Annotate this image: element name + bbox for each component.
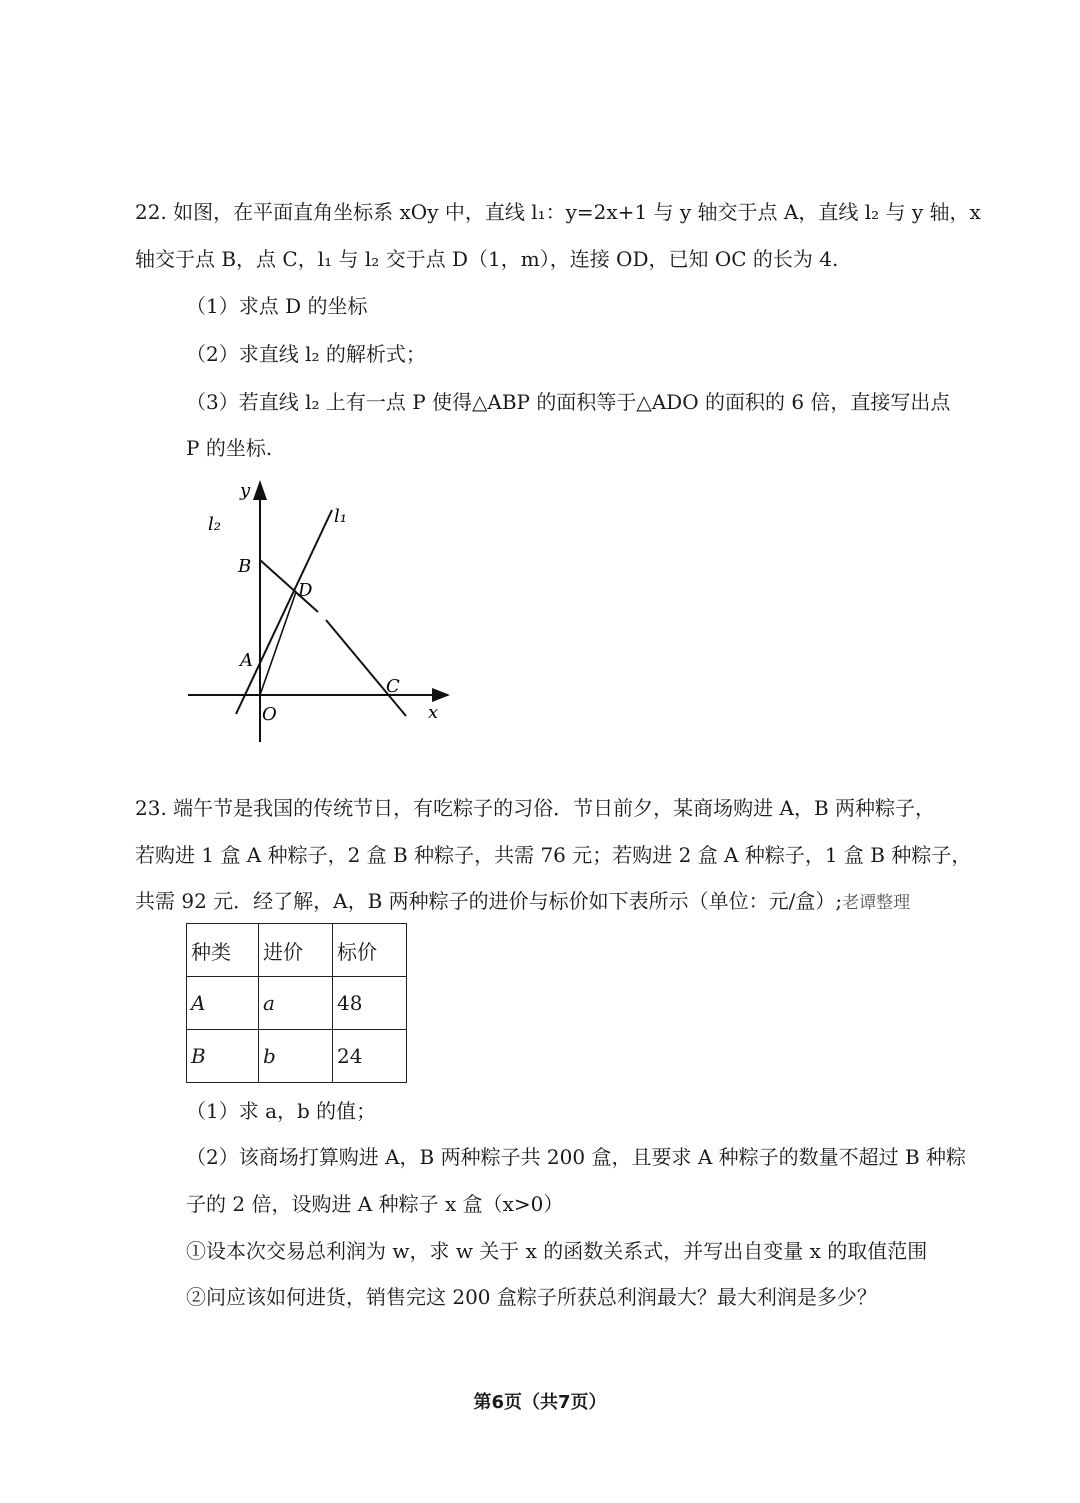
table-cell: A (187, 977, 259, 1030)
watermark: 老谭整理 (842, 893, 911, 913)
table-cell: 48 (333, 977, 407, 1030)
q23-stem-line-2: 若购进 1 盒 A 种粽子，2 盒 B 种粽子，共需 76 元；若购进 2 盒 A 种粽子，1 盒 B 种粽子， (135, 843, 972, 867)
table-cell: B (187, 1030, 259, 1083)
label-x: x (428, 702, 439, 723)
label-y: y (240, 480, 251, 501)
table-row (187, 1030, 407, 1083)
table-header-row (187, 924, 407, 977)
label-o: O (262, 704, 277, 725)
price-table (186, 923, 407, 1083)
table-row (187, 977, 407, 1030)
page-footer: 第6页（共7页） (473, 1392, 607, 1413)
table-cell: b (259, 1030, 333, 1083)
q22-part-1: （1）求点 D 的坐标 (186, 294, 368, 318)
segment-od (260, 592, 296, 695)
table-header-cell: 进价 (259, 924, 333, 977)
label-c: C (386, 676, 400, 697)
label-b: B (238, 556, 252, 577)
q23-stem-line-3 (135, 887, 910, 917)
q23-part-2-line-1: （2）该商场打算购进 A，B 两种粽子共 200 盒，且要求 A 种粽子的数量不超过 B 种粽 (186, 1145, 967, 1169)
q22-stem-line-2: 轴交于点 B，点 C，l₁ 与 l₂ 交于点 D（1，m），连接 OD，已知 OC 的长为 4. (135, 247, 839, 271)
q22-part-3-line-1: （3）若直线 l₂ 上有一点 P 使得△ABP 的面积等于△ADO 的面积的 6 倍，直接写出点 (186, 390, 951, 414)
line-l2-lower (326, 620, 406, 716)
q23-subpart-1: ①设本次交易总利润为 w，求 w 关于 x 的函数关系式，并写出自变量 x 的取值范围 (186, 1239, 928, 1263)
q22-part-2: （2）求直线 l₂ 的解析式； (186, 342, 426, 366)
q23-part-2-line-2: 子的 2 倍，设购进 A 种粽子 x 盒（x>0） (186, 1192, 564, 1216)
label-l2: l₂ (208, 514, 221, 535)
label-d: D (298, 580, 313, 601)
q23-stem-line-1: 23. 端午节是我国的传统节日，有吃粽子的习俗．节日前夕，某商场购进 A，B 两种粽子， (135, 796, 936, 820)
q23-stem-line-3-text: 共需 92 元．经了解，A，B 两种粽子的进价与标价如下表所示（单位：元/盒）; (135, 889, 843, 913)
x-axis-arrow (432, 688, 450, 702)
label-l1: l₁ (334, 506, 347, 527)
table-header-cell: 种类 (187, 924, 259, 977)
table-cell: 24 (333, 1030, 407, 1083)
q22-part-3-line-2: P 的坐标. (186, 436, 273, 460)
label-a: A (240, 650, 253, 671)
q23-part-1: （1）求 a，b 的值； (186, 1099, 377, 1123)
table-cell: a (259, 977, 333, 1030)
table-header-cell: 标价 (333, 924, 407, 977)
q23-subpart-2: ②问应该如何进货，销售完这 200 盒粽子所获总利润最大？最大利润是多少？ (186, 1285, 877, 1309)
y-axis-arrow (253, 480, 267, 500)
q22-stem-line-1: 22. 如图，在平面直角坐标系 xOy 中，直线 l₁：y=2x+1 与 y 轴交于点 A，直线 l₂ 与 y 轴，x (135, 200, 981, 224)
coordinate-figure (180, 470, 480, 760)
